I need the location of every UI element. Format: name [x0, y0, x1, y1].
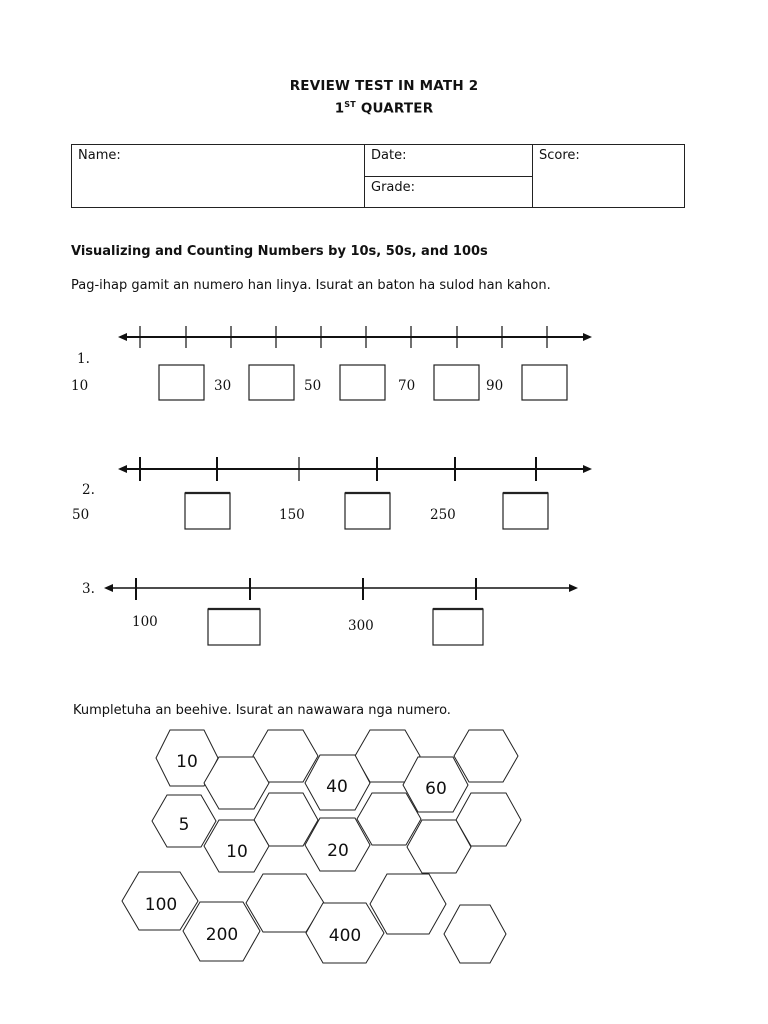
hex-number: 10	[226, 842, 248, 862]
date-label: Date:	[371, 148, 407, 163]
hex-number: 60	[425, 779, 447, 799]
hex-cell[interactable]	[370, 874, 446, 934]
line-1-label: 70	[398, 378, 416, 394]
line-3-number: 3.	[82, 581, 95, 597]
hex-number: 10	[176, 752, 198, 772]
line-1-label: 10	[71, 378, 89, 394]
grade-label: Grade:	[371, 180, 416, 195]
hex-cell[interactable]	[454, 730, 518, 782]
quarter-word: QUARTER	[360, 100, 434, 117]
hex-number: 40	[326, 777, 348, 797]
hex-number: 400	[328, 926, 362, 946]
hex-number: 100	[144, 895, 178, 915]
beehive-instruction: Kumpletuha an beehive. Isurat an nawawara nga numero.	[73, 703, 451, 718]
quarter-suffix: ST	[344, 100, 356, 109]
name-label: Name:	[78, 148, 121, 163]
line-3-label: 300	[348, 618, 374, 634]
hex-number: 200	[205, 925, 239, 945]
number-line-instruction: Pag-ihap gamit an numero han linya. Isurat an baton ha sulod han kahon.	[71, 278, 551, 293]
line-1-number: 1.	[77, 351, 90, 367]
line-1-label: 50	[304, 378, 322, 394]
title-line-1: REVIEW TEST IN MATH 2	[289, 78, 479, 94]
line-2-label: 250	[430, 507, 456, 523]
line-2-number: 2.	[82, 482, 95, 498]
line-1-label: 30	[214, 378, 232, 394]
line-3-label: 100	[132, 614, 158, 630]
line-2-label: 150	[279, 507, 305, 523]
quarter-number: 1	[334, 100, 345, 117]
line-2-label: 50	[72, 507, 90, 523]
hex-number: 5	[178, 815, 190, 835]
line-1-label: 90	[486, 378, 504, 394]
hex-cell[interactable]	[444, 905, 506, 963]
score-label: Score:	[539, 148, 580, 163]
section-heading: Visualizing and Counting Numbers by 10s, 50s, and 100s	[71, 244, 488, 259]
hex-number: 20	[327, 841, 349, 861]
